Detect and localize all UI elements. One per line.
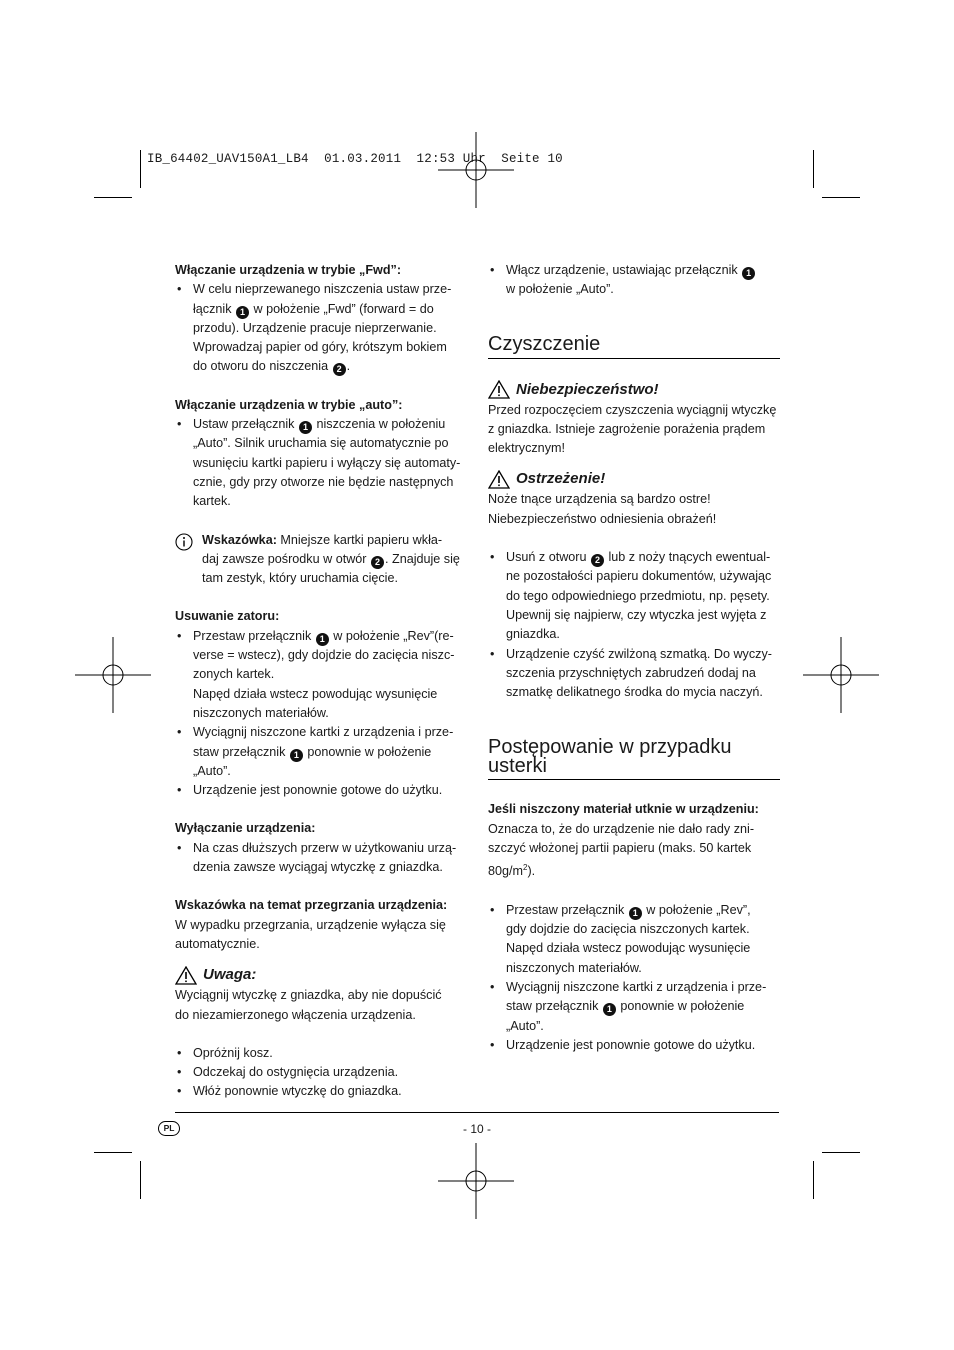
bullet-list — [175, 415, 475, 511]
list-item: • W celu nieprzewanego niszczenia ustaw prze- łącznik 1 w położenie „Fwd” (forward = do przodu). Urządzenie pracuje nieprzerwanie. Wprowadzaj papier od góry, krótszym bokiem do otworu do niszczenia 2 . — [175, 280, 475, 376]
switch-number-marker: 1 — [603, 1003, 616, 1016]
paragraph: automatycznie. — [175, 936, 260, 951]
paragraph: Wyciągnij wtyczkę z gniazdka, aby nie dopuścić — [175, 988, 442, 1003]
crop-mark — [822, 197, 860, 198]
list-item: • Włóż ponownie wtyczkę do gniazdka. — [175, 1082, 475, 1101]
crop-mark — [94, 1152, 132, 1153]
info-i-icon — [175, 533, 193, 551]
paragraph: Noże tnące urządzenia są bardzo ostre! — [488, 492, 711, 507]
list-item: • Wyciągnij niszczone kartki z urządzenia i prze- staw przełącznik 1 ponownie w położenie „Auto”. — [488, 978, 780, 1036]
left-column — [175, 261, 475, 1102]
paragraph: do niezamierzonego włączenia urządzenia. — [175, 1007, 416, 1022]
warning-heading: Ostrzeżenie! — [488, 468, 780, 490]
page-number: - 10 - — [462, 1122, 491, 1136]
list-item: • Odczekaj do ostygnięcia urządzenia. — [175, 1063, 475, 1082]
list-item: • Urządzenie jest ponownie gotowe do użytku. — [488, 1036, 780, 1055]
section-heading: Wskazówka na temat przegrzania urządzenia: — [175, 898, 448, 913]
opening-number-marker: 2 — [591, 554, 604, 567]
crop-mark — [94, 197, 132, 198]
opening-number-marker: 2 — [371, 556, 384, 569]
right-column — [488, 261, 780, 1055]
crop-mark — [813, 150, 814, 188]
list-item: • Włącz urządzenie, ustawiając przełącznik 1 w położenie „Auto”. — [488, 261, 780, 300]
registration-mark — [75, 637, 151, 713]
list-item: • Przestaw przełącznik 1 w położenie „Rev”(re- verse = wstecz), gdy dojdzie do zacięcia niszc- zonych kartek. Napęd działa wstecz powodując wysunięcie niszczonych materiałów. — [175, 627, 475, 723]
list-item: • Opróżnij kosz. — [175, 1044, 475, 1063]
footer-rule — [175, 1112, 779, 1113]
section-heading: Włączanie urządzenia w trybie „Fwd”: — [175, 263, 402, 277]
list-item: • Przestaw przełącznik 1 w położenie „Rev”, gdy dojdzie do zacięcia niszczonych kartek. Napęd działa wstecz powodując wysunięcie niszczonych materiałów. — [488, 901, 780, 978]
paragraph: elektrycznym! — [488, 441, 565, 456]
switch-number-marker: 1 — [236, 306, 249, 319]
bullet-list — [488, 901, 780, 1055]
list-item: • Urządzenie czyść zwilżoną szmatką. Do wyczy- szczenia przyschniętych zabrudzeń dodaj na szmatkę delikatnego środka do mycia naczyń. — [488, 645, 780, 703]
section-title: Postępowanie w przypadku usterki — [488, 738, 780, 780]
switch-number-marker: 1 — [629, 907, 642, 920]
crop-mark — [813, 1161, 814, 1199]
paragraph: $80g/m^2$). — [488, 863, 536, 879]
crop-mark — [822, 1152, 860, 1153]
paragraph: Niebezpieczeństwo odniesienia obrażeń! — [488, 511, 717, 526]
list-item: • Na czas dłuższych przerw w użytkowaniu urzą- dzenia zawsze wyciągaj wtyczkę z gniazdka. — [175, 839, 475, 878]
switch-number-marker: 1 — [290, 749, 303, 762]
section-heading: Usuwanie zatoru: — [175, 609, 280, 624]
section-heading: Włączanie urządzenia w trybie „auto”: — [175, 397, 403, 412]
list-item: • Wyciągnij niszczone kartki z urządzenia i prze- staw przełącznik 1 ponownie w położenie „Auto”. — [175, 723, 475, 781]
list-item: • Urządzenie jest ponownie gotowe do użytku. — [175, 781, 475, 800]
bullet-list — [175, 627, 475, 801]
bullet-list — [175, 1044, 475, 1102]
hint-block: Wskazówka: Mniejsze kartki papieru wkła- daj zawsze pośrodku w otwór 2 . Znajduje się tam zestyk, który uruchamia cięcie. — [175, 531, 475, 589]
warning-triangle-icon — [488, 380, 510, 399]
switch-number-marker: 1 — [299, 421, 312, 434]
registration-mark — [803, 637, 879, 713]
print-file-info: IB_64402_UAV150A1_LB4 01.03.2011 12:53 Uhr Seite 10 — [147, 152, 563, 166]
section-title: Czyszczenie — [488, 334, 780, 359]
paragraph: Oznacza to, że do urządzenie nie dało rady zni- — [488, 821, 755, 836]
bullet-list — [175, 839, 475, 878]
crop-mark — [140, 150, 141, 188]
paragraph: z gniazdka. Istnieje zagrożenie porażenia prądem — [488, 421, 766, 436]
caution-heading: Uwaga: — [175, 964, 475, 986]
list-item: • Usuń z otworu 2 lub z noży tnących ewentual- ne pozostałości papieru dokumentów, używając do tego odpowiedniego przedmiotu, np. pęsety. Upewnij się najpierw, czy wtyczka jest wyjęta z gniazdka. — [488, 548, 780, 644]
list-item: • Ustaw przełącznik 1 niszczenia w położeniu „Auto”. Silnik uruchamia się automatycznie po wsunięciu kartki papieru i wyłączy się automaty- cznie, gdy przy otworze nie będzie następnych kartek. — [175, 415, 475, 511]
bullet-list — [175, 280, 475, 376]
bullet-list — [488, 261, 780, 300]
switch-number-marker: 1 — [316, 633, 329, 646]
paragraph: Przed rozpoczęciem czyszczenia wyciągnij wtyczkę — [488, 402, 777, 417]
crop-mark — [140, 1161, 141, 1199]
section-heading: Wyłączanie urządzenia: — [175, 821, 316, 836]
language-badge: PL — [158, 1121, 180, 1136]
switch-number-marker: 1 — [742, 267, 755, 280]
registration-mark — [438, 132, 514, 208]
bullet-list — [488, 548, 780, 702]
warning-triangle-icon — [175, 966, 197, 985]
danger-heading: Niebezpieczeństwo! — [488, 379, 780, 401]
registration-mark — [438, 1143, 514, 1219]
warning-triangle-icon — [488, 470, 510, 489]
paragraph: W wypadku przegrzania, urządzenie wyłącza się — [175, 917, 446, 932]
paragraph: szczyć włożonej partii papieru (maks. 50 kartek — [488, 841, 752, 856]
opening-number-marker: 2 — [333, 363, 346, 376]
section-heading: Jeśli niszczony materiał utknie w urządzeniu: — [488, 802, 759, 817]
